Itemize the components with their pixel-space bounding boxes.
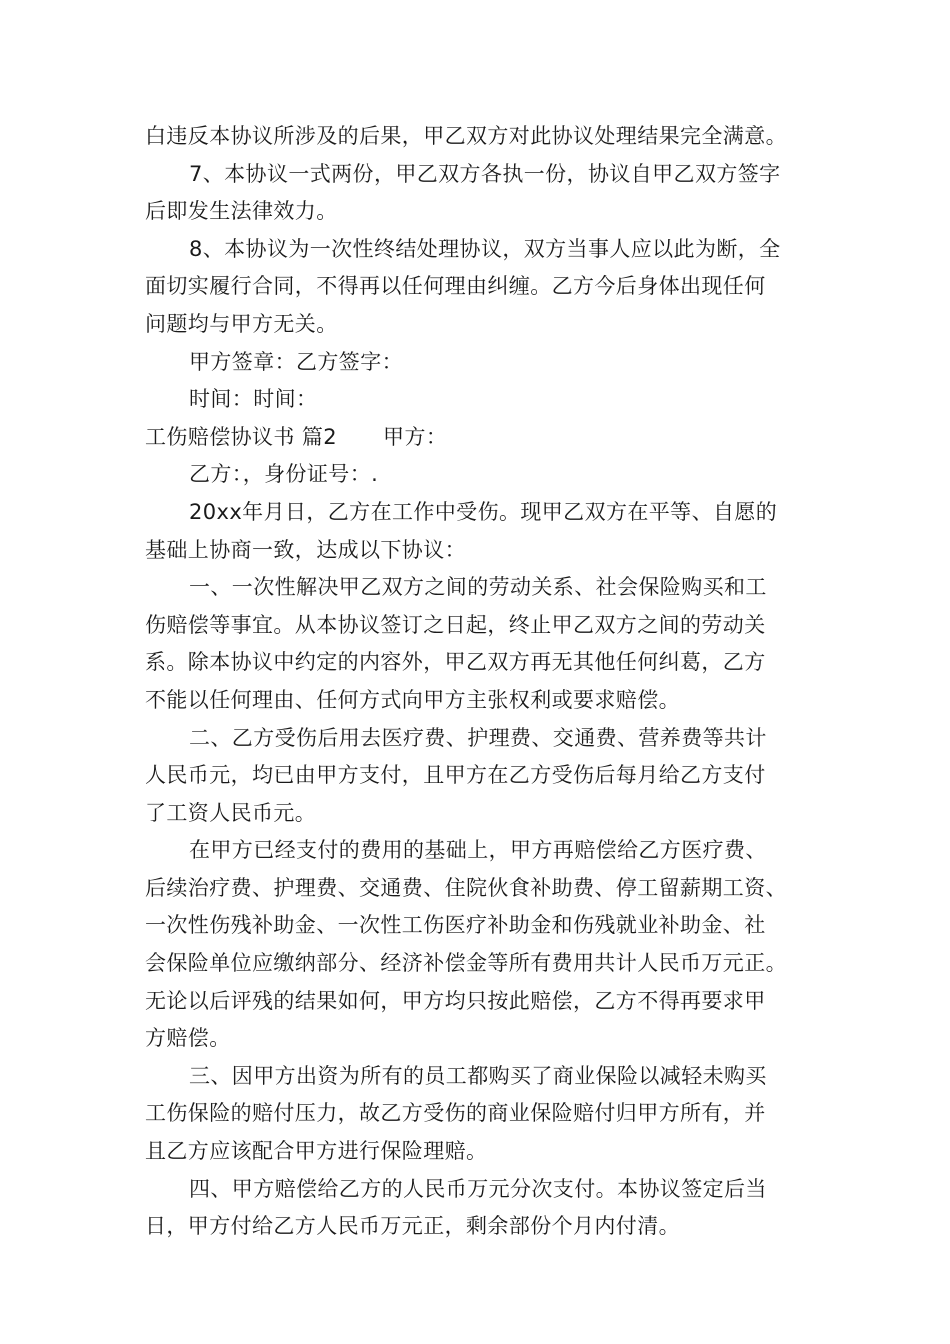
text-line: 系。除本协议中约定的内容外，甲乙双方再无其他任何纠葛，乙方 (145, 650, 766, 675)
heading-party-a: 甲方： (383, 424, 448, 449)
text-line: 三、因甲方出资为所有的员工都购买了商业保险以减轻未购买 (189, 1063, 767, 1088)
section-heading: 工伤赔偿协议书 篇2 (145, 424, 338, 449)
text-line: 7、本协议一式两份，甲乙双方各执一份，协议自甲乙双方签字 (189, 161, 781, 186)
text-line: 时间：时间： (189, 387, 318, 412)
text-line: 伤赔偿等事宜。从本协议签订之日起，终止甲乙双方之间的劳动关 (145, 612, 766, 637)
text-line: 不能以任何理由、任何方式向甲方主张权利或要求赔偿。 (145, 687, 680, 712)
text-line: 白违反本协议所涉及的后果，甲乙双方对此协议处理结果完全满意。 (145, 124, 787, 148)
text-line: 工伤保险的赔付压力，故乙方受伤的商业保险赔付归甲方所有，并 (145, 1101, 766, 1126)
text-line: 乙方：，身份证号：. (189, 462, 379, 487)
text-line: 一次性伤残补助金、一次性工伤医疗补助金和伤残就业补助金、社 (145, 913, 766, 938)
text-line: 一、一次性解决甲乙双方之间的劳动关系、社会保险购买和工 (189, 575, 767, 600)
agreement-text-part-2 (145, 456, 825, 1245)
agreement-text-part-1 (145, 118, 825, 419)
text-line: 后即发生法律效力。 (145, 199, 338, 224)
text-line: 无论以后评残的结果如何，甲方均只按此赔偿，乙方不得再要求甲 (145, 988, 766, 1013)
text-line: 日，甲方付给乙方人民币万元正，剩余部份个月内付清。 (145, 1214, 680, 1239)
text-line: 人民币元，均已由甲方支付，且甲方在乙方受伤后每月给乙方支付 (145, 763, 766, 788)
text-line: 问题均与甲方无关。 (145, 311, 338, 336)
text-line: 20xx年月日，乙方在工作中受伤。现甲乙双方在平等、自愿的 (189, 499, 778, 524)
text-line: 面切实履行合同，不得再以任何理由纠缠。乙方今后身体出现任何 (145, 274, 766, 299)
section-heading-line (145, 419, 825, 457)
text-line: 二、乙方受伤后用去医疗费、护理费、交通费、营养费等共计 (189, 725, 767, 750)
text-line: 8、本协议为一次性终结处理协议，双方当事人应以此为断，全 (189, 236, 781, 261)
text-line: 基础上协商一致，达成以下协议： (145, 537, 466, 562)
text-line: 会保险单位应缴纳部分、经济补偿金等所有费用共计人民币万元正。 (145, 951, 787, 976)
document-page (145, 118, 825, 1246)
text-line: 四、甲方赔偿给乙方的人民币万元分次支付。本协议签定后当 (189, 1176, 767, 1201)
text-line: 方赔偿。 (145, 1026, 231, 1051)
text-line: 且乙方应该配合甲方进行保险理赔。 (145, 1139, 488, 1164)
text-line: 了工资人民币元。 (145, 800, 317, 825)
text-line: 在甲方已经支付的费用的基础上，甲方再赔偿给乙方医疗费、 (189, 838, 767, 863)
text-line: 甲方签章：乙方签字： (189, 349, 403, 374)
text-line: 后续治疗费、护理费、交通费、住院伙食补助费、停工留薪期工资、 (145, 875, 787, 900)
